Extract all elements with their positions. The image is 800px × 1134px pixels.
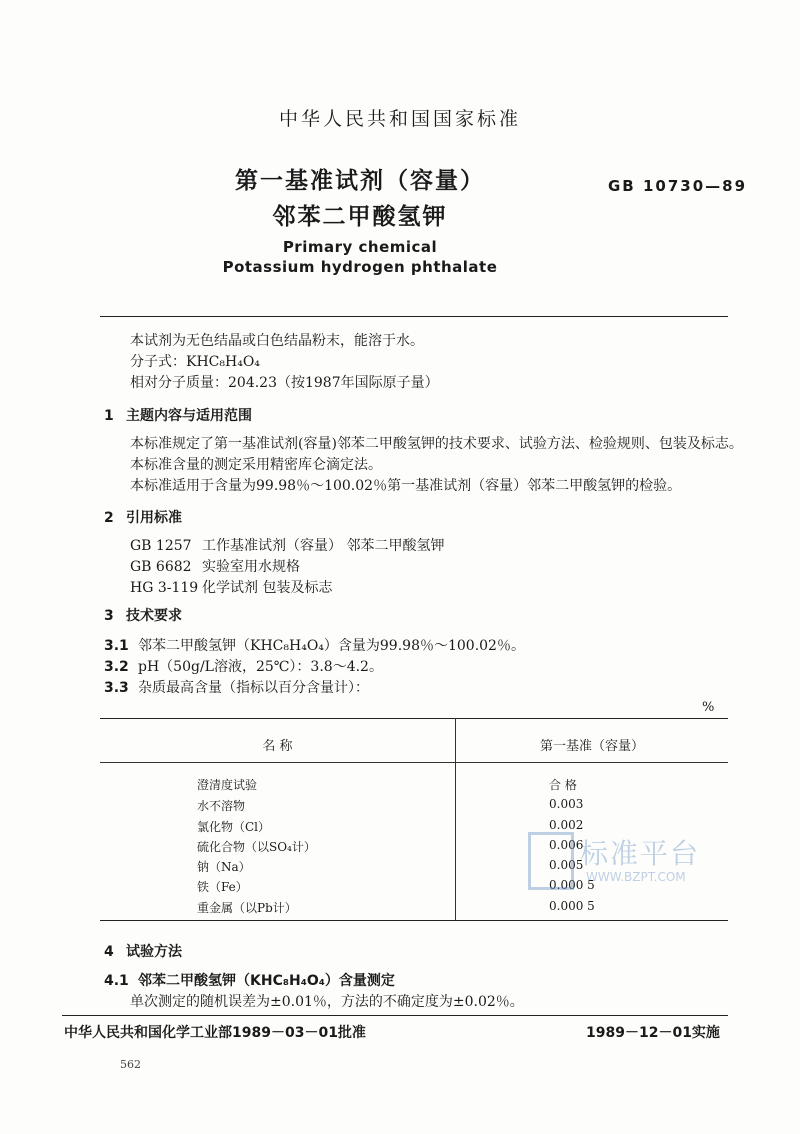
section-1-heading: 1 主题内容与适用范围 <box>104 408 252 424</box>
standard-number: GB 10730—89 <box>608 177 748 195</box>
title-cn-line2: 邻苯二甲酸氢钾 <box>272 204 448 230</box>
row-name: 硫化合物（以SO₄计） <box>197 840 316 854</box>
row-name: 铁（Fe） <box>197 880 248 894</box>
section-1-paragraph-2: 本标准含量的测定采用精密库仑滴定法。 <box>130 457 382 473</box>
row-value: 0.006 <box>549 838 584 852</box>
formula-label: 分子式： <box>130 354 186 370</box>
row-value: 0.002 <box>549 818 584 832</box>
watermark-url: WWW.BZPT.COM <box>586 870 686 884</box>
requirement-item: 3.3 杂质最高含量（指标以百分含量计）： <box>104 680 369 696</box>
reference-item: GB 6682 实验室用水规格 <box>130 559 300 575</box>
title-en-line1: Primary chemical <box>282 238 438 256</box>
title-cn-line1: 第一基准试剂（容量） <box>235 168 485 194</box>
table-unit: % <box>702 700 715 715</box>
row-value: 0.000 5 <box>549 899 595 913</box>
table-header-bottom-border <box>100 762 728 763</box>
row-value: 0.003 <box>549 797 584 811</box>
table-header-value: 第一基准（容量） <box>539 739 644 754</box>
intro-molecular-mass: 相对分子质量：204.23（按1987年国际原子量） <box>130 375 439 391</box>
requirement-item: 3.2 pH（50g/L溶液，25℃）：3.8～4.2。 <box>104 659 383 675</box>
section-3-heading: 3 技术要求 <box>104 608 182 624</box>
section-1-paragraph-1: 本标准规定了第一基准试剂(容量)邻苯二甲酸氢钾的技术要求、试验方法、检验规则、包装及标志。 <box>130 436 743 452</box>
row-value: 0.005 <box>549 858 584 872</box>
table-body-divider <box>455 762 456 920</box>
formula-value: KHC₈H₄O₄ <box>186 354 260 370</box>
row-name: 澄清度试验 <box>197 778 258 792</box>
reference-item: GB 1257 工作基准试剂（容量） 邻苯二甲酸氢钾 <box>130 538 445 554</box>
section-4-heading: 4 试验方法 <box>104 944 182 960</box>
row-value: 合 格 <box>549 778 577 792</box>
section-2-heading: 2 引用标准 <box>104 510 182 526</box>
row-name: 氯化物（Cl） <box>197 820 271 834</box>
row-name: 重金属（以Pb计） <box>197 901 297 915</box>
reference-item: HG 3-119 化学试剂 包装及标志 <box>130 580 333 596</box>
watermark-logo <box>528 832 728 892</box>
implementation-date: 1989－12－01实施 <box>586 1025 720 1041</box>
intro-description: 本试剂为无色结晶或白色结晶粉末，能溶于水。 <box>130 333 424 349</box>
title-en-line2: Potassium hydrogen phthalate <box>222 258 498 276</box>
table-bottom-border <box>100 920 728 921</box>
header-divider <box>100 316 728 317</box>
subsection-4-1-text: 单次测定的随机误差为±0.01％，方法的不确定度为±0.02％。 <box>130 994 524 1010</box>
table-top-border <box>100 718 728 719</box>
approval-date: 中华人民共和国化学工业部1989－03－01批准 <box>64 1025 366 1041</box>
row-name: 钠（Na） <box>197 860 251 874</box>
watermark-box-icon <box>528 832 574 890</box>
subsection-4-1-heading: 4.1 邻苯二甲酸氢钾（KHC₈H₄O₄）含量测定 <box>104 973 395 989</box>
section-1-paragraph-3: 本标准适用于含量为99.98％～100.02％第一基准试剂（容量）邻苯二甲酸氢钾的检验。 <box>130 478 682 494</box>
row-name: 水不溶物 <box>197 799 246 813</box>
standard-org-header: 中华人民共和国国家标准 <box>278 108 521 130</box>
page-number: 562 <box>120 1058 141 1071</box>
table-header-name: 名 称 <box>262 739 293 754</box>
watermark-text: 标准平台 <box>580 837 701 870</box>
row-value: 0.000 5 <box>549 878 595 892</box>
footer-divider <box>62 1015 728 1016</box>
requirement-item: 3.1 邻苯二甲酸氢钾（KHC₈H₄O₄）含量为99.98％～100.02％。 <box>104 638 525 654</box>
intro-formula <box>130 351 260 371</box>
